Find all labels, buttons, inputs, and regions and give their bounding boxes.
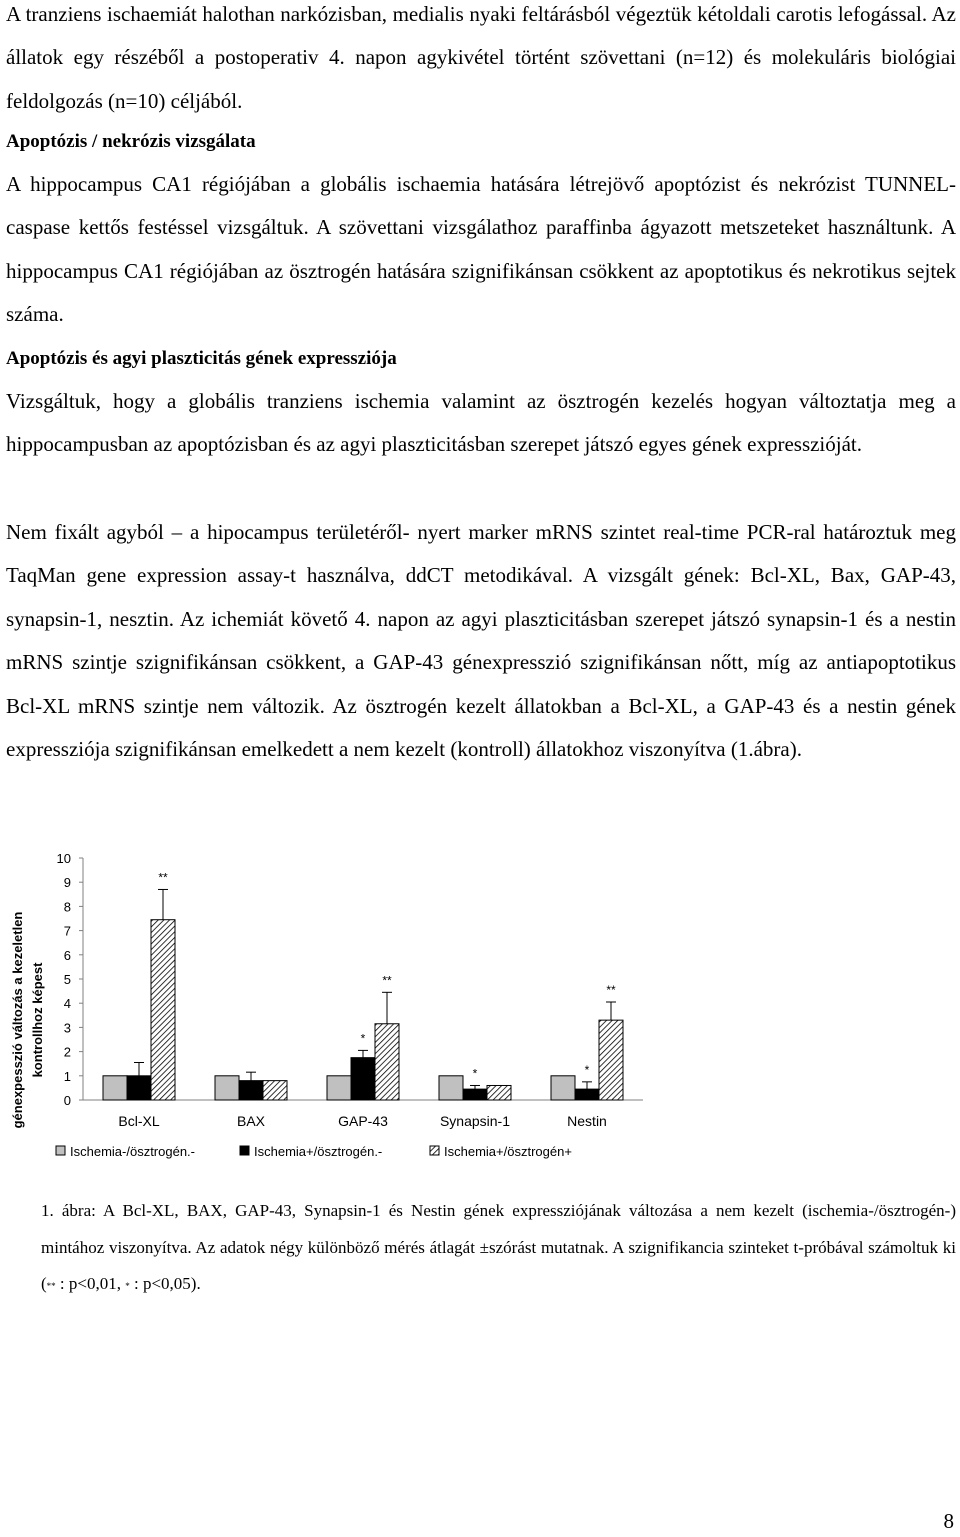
chart-svg xyxy=(0,840,960,1180)
y-tick-label: 3 xyxy=(63,1020,71,1036)
bar xyxy=(127,1076,151,1100)
page-number: 8 xyxy=(943,1509,954,1533)
legend-label: Ischemia+/ösztrogén+ xyxy=(444,1144,572,1159)
x-tick-label: BAX xyxy=(236,1113,266,1129)
bar xyxy=(151,920,175,1100)
y-tick-label: 1 xyxy=(63,1068,71,1084)
significance-marker: ** xyxy=(606,982,616,997)
legend-swatch xyxy=(56,1146,65,1155)
significance-marker: * xyxy=(472,1066,478,1081)
bar xyxy=(551,1076,575,1100)
caption-symbol-double-star: ** xyxy=(46,1281,56,1291)
paragraph-study-aim: Vizsgáltuk, hogy a globális tranziens ischemia valamint az ösztrogén kezelés hogyan változtatja meg a hippocampusban az apoptózisban és az agyi plaszticitásban szerepet játszó egyes gének expresszióját. xyxy=(6,389,956,457)
caption-text-1: 1. ábra: A Bcl-XL, BAX, GAP-43, Synapsin-1 és Nestin gének expressziójának változása a nem kezelt (ischemia-/ösztrogén-) mintához viszonyítva. Az adatok négy különböző mérés átlagát ±szórást mutatnak. A szignifikancia szinteket t-próbával számoltuk ki ( xyxy=(41,1201,956,1293)
y-tick-label: 9 xyxy=(63,875,71,891)
paragraph-tunnel: A hippocampus CA1 régiójában a globális ischaemia hatására létrejövő apoptózist és nekrózist TUNNEL-caspase kettős festéssel vizsgáltuk. A szövettani vizsgálathoz paraffinba ágyazott metszeteket használtunk. A hippocampus CA1 régiójában az ösztrogén hatására szignifikánsan csökkent az apoptotikus és nekrotikus sejtek száma. xyxy=(6,172,956,327)
bar xyxy=(327,1076,351,1100)
significance-marker: ** xyxy=(158,870,168,885)
figure-caption xyxy=(41,1193,956,1305)
y-tick-label: 4 xyxy=(63,996,71,1012)
bar xyxy=(351,1058,375,1100)
legend-swatch xyxy=(430,1146,439,1155)
y-axis-label-line-2: kontrollhoz képest xyxy=(30,962,45,1078)
legend-swatch xyxy=(240,1146,249,1155)
y-axis-label-line-1: génexpesszió változás a kezeletlen xyxy=(10,911,25,1129)
bar xyxy=(463,1089,487,1100)
caption-text-2: : p<0,01, xyxy=(55,1274,126,1293)
paragraph-intro: A tranziens ischaemiát halothan narkózisban, medialis nyaki feltárásból végeztük kétoldali carotis lefogással. Az állatok egy részéből a postoperativ 4. napon agykivétel történt szövettani (n=12) és molekuláris biológiai feldolgozás (n=10) céljából. xyxy=(6,2,956,113)
bar xyxy=(103,1076,127,1100)
caption-symbol-star: * xyxy=(125,1281,130,1291)
y-tick-label: 0 xyxy=(63,1093,71,1108)
significance-marker: * xyxy=(360,1031,366,1046)
bar xyxy=(599,1020,623,1100)
bar xyxy=(439,1076,463,1100)
y-tick-label: 10 xyxy=(56,851,71,866)
bar xyxy=(263,1081,287,1100)
bar xyxy=(239,1081,263,1100)
heading-gene-expression: Apoptózis és agyi plaszticitás gének expressziója xyxy=(6,348,397,369)
legend-label: Ischemia-/ösztrogén.- xyxy=(70,1144,195,1159)
significance-marker: ** xyxy=(382,973,392,988)
y-tick-label: 8 xyxy=(63,899,71,915)
legend-label: Ischemia+/ösztrogén.- xyxy=(254,1144,383,1159)
y-tick-label: 7 xyxy=(63,923,71,939)
x-tick-label: Bcl-XL xyxy=(118,1113,160,1129)
paragraph-pcr-results: Nem fixált agyból – a hipocampus területéről- nyert marker mRNS szintet real-time PCR-ral határoztuk meg TaqMan gene expression assay-t használva, ddCT metodikával. A vizsgált gének: Bcl-XL, Bax, GAP-43, synapsin-1, nesztin. Az ichemiát követő 4. napon az agyi plaszticitásban szerepet játszó synapsin-1 és a nestin mRNS szintje szignifikánsan csökkent, a GAP-43 génexpresszió szignifikánsan nőtt, míg az antiapoptotikus Bcl-XL mRNS szintje nem változik. Az ösztrogén kezelt állatokban a Bcl-XL, a GAP-43 és a nestin gének expressziója szignifikánsan emelkedett a nem kezelt (kontroll) állatokhoz viszonyítva (1.ábra). xyxy=(6,520,956,762)
bar xyxy=(375,1024,399,1100)
x-tick-label: Nestin xyxy=(567,1113,607,1129)
y-tick-label: 5 xyxy=(63,972,71,987)
caption-text-3: : p<0,05). xyxy=(129,1274,201,1293)
heading-apoptosis-necrosis: Apoptózis / nekrózis vizsgálata xyxy=(6,131,256,152)
y-tick-label: 2 xyxy=(63,1044,71,1060)
x-tick-label: GAP-43 xyxy=(338,1113,388,1129)
bar xyxy=(487,1085,511,1100)
x-tick-label: Synapsin-1 xyxy=(439,1113,511,1129)
significance-marker: * xyxy=(584,1062,590,1077)
gene-expression-chart xyxy=(0,840,960,1180)
bar xyxy=(215,1076,239,1100)
y-tick-label: 6 xyxy=(63,947,71,963)
bar xyxy=(575,1089,599,1100)
